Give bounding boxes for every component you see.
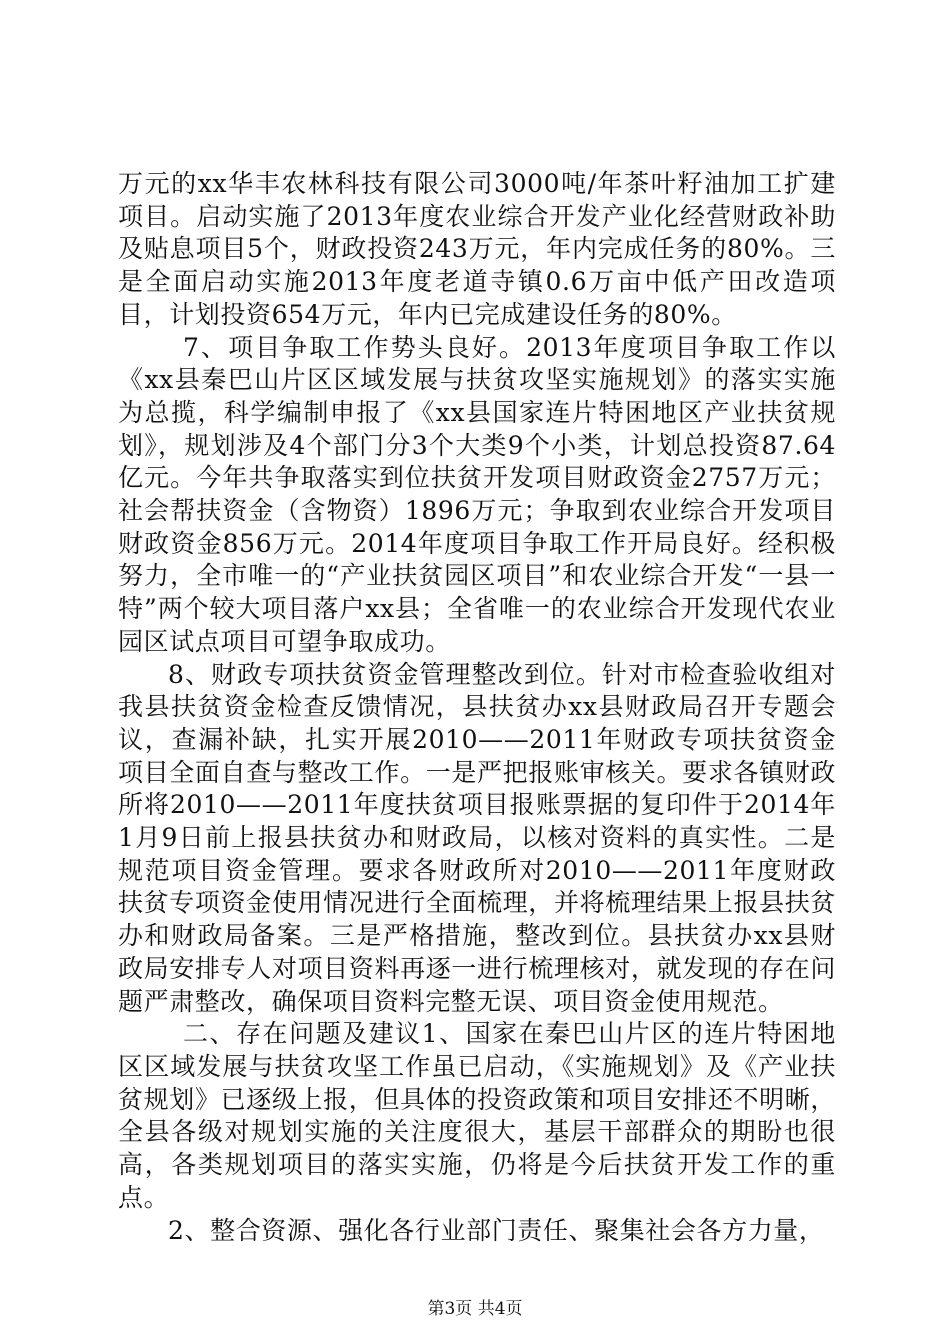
paragraph-item-2: 2、整合资源、强化各行业部门责任、聚集社会各方力量， [168, 1215, 825, 1245]
paragraph-continued: 万元的xx华丰农林科技有限公司3000吨/年茶叶籽油加工扩建项目。启动实施了2013年度农业综合开发产业化经营财政补助及贴息项目5个，财政投资243万元，年内完成任务的80%。三是全面启动实施2013年度老道寺镇0.6万亩中低产田改造项目，计划投资654万元，年内已完成建设任务的80%。 [118, 169, 836, 329]
page-footer: 第3页 共4页 [427, 1299, 523, 1319]
document-body [118, 168, 836, 1247]
paragraph-item-7: 7、项目争取工作势头良好。2013年度项目争取工作以《xx县秦巴山片区区域发展与扶贫攻坚实施规划》的落实实施为总揽，科学编制申报了《xx县国家连片特困地区产业扶贫规划》，规划涉及4个部门分3个大类9个小类，计划总投资87.64亿元。今年共争取落实到位扶贫开发项目财政资金2757万元；社会帮扶资金（含物资）1896万元；争取到农业综合开发项目财政资金856万元。2014年度项目争取工作开局良好。经积极努力，全市唯一的“产业扶贫园区项目”和农业综合开发“一县一特”两个较大项目落户xx县；全省唯一的农业综合开发现代农业园区试点项目可望争取成功。 [118, 332, 836, 656]
paragraph-section-2: 二、存在问题及建议1、国家在秦巴山片区的连片特困地区区域发展与扶贫攻坚工作虽已启动，《实施规划》及《产业扶贫规划》已逐级上报，但具体的投资政策和项目安排还不明晰，全县各级对规划实施的关注度很大，基层干部群众的期盼也很高，各类规划项目的落实实施，仍将是今后扶贫开发工作的重点。 [118, 1019, 836, 1212]
paragraph-item-8: 8、财政专项扶贫资金管理整改到位。针对市检查验收组对我县扶贫资金检查反馈情况，县扶贫办xx县财政局召开专题会议，查漏补缺，扎实开展2010——2011年财政专项扶贫资金项目全面自查与整改工作。一是严把报账审核关。要求各镇财政所将2010——2011年度扶贫项目报账票据的复印件于2014年1月9日前上报县扶贫办和财政局，以核对资料的真实性。二是规范项目资金管理。要求各财政所对2010——2011年度财政扶贫专项资金使用情况进行全面梳理，并将梳理结果上报县扶贫办和财政局备案。三是严格措施，整改到位。县扶贫办xx县财政局安排专人对项目资料再逐一进行梳理核对，就发现的存在问题严肃整改，确保项目资料完整无误、项目资金使用规范。 [118, 659, 836, 1016]
